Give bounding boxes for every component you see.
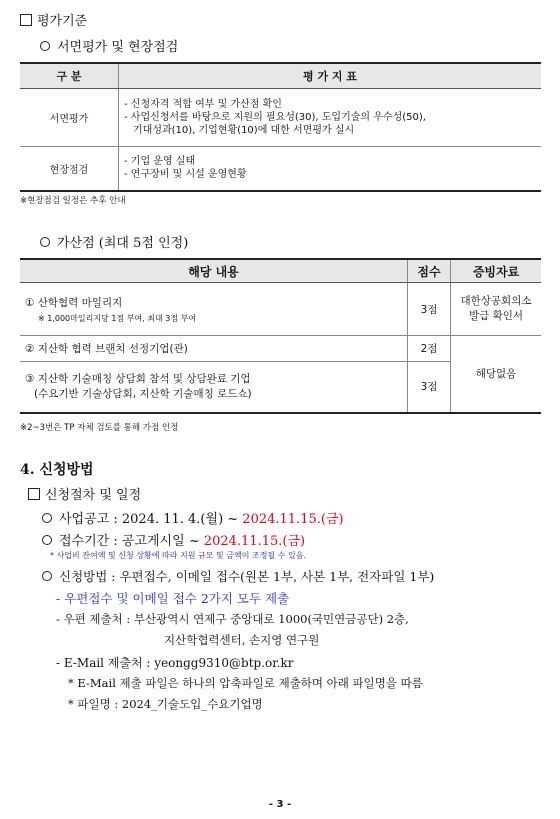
- criteria-heading: 평가기준: [20, 10, 87, 29]
- table-row: [20, 147, 541, 191]
- page-number: - 3 -: [268, 799, 292, 810]
- row-item: - 사업신청서를 바탕으로 지원의 필요성(30), 도입기술의 우수성(50),: [124, 112, 426, 123]
- section-title: 4. 신청방법: [20, 462, 94, 478]
- bonus-item: ③ 지산학 기술매칭 상담회 참석 및 상담완료 기업: [25, 372, 251, 385]
- receipt-line: 접수기간 : 공고게시일 ~ 2024.11.15.(금): [42, 530, 305, 549]
- criteria-col-category: 구 분: [20, 63, 119, 89]
- bonus-score: 3점: [408, 362, 451, 413]
- square-bullet-icon: [20, 14, 32, 26]
- email-note-filename: * 파일명 : 2024_기술도입_수요기업명: [68, 697, 263, 711]
- bonus-proof: 발급 확인서: [468, 310, 524, 322]
- square-bullet-icon: [28, 488, 40, 500]
- bonus-col-content: 해당 내용: [20, 259, 408, 283]
- bonus-item: ② 지산학 협력 브랜치 선정기업(관): [20, 336, 408, 362]
- section-sub-heading: 신청절차 및 일정: [28, 484, 141, 503]
- both-required-line: - 우편접수 및 이메일 접수 2가지 모두 제출: [56, 591, 290, 606]
- criteria-note: ※현장점검 일정은 추후 안내: [20, 196, 126, 206]
- table-row: [20, 89, 541, 147]
- circle-bullet-icon: [42, 571, 52, 581]
- receipt-end-date: 2024.11.15.(금): [203, 534, 306, 549]
- criteria-table: [20, 62, 541, 192]
- criteria-sub-heading: 서면평가 및 현장점검: [40, 36, 178, 55]
- post-address-line-2: 지산학협력센터, 손지영 연구원: [164, 633, 320, 647]
- bonus-heading: 가산점 (최대 5점 인정): [40, 232, 188, 251]
- email-note: * E-Mail 제출 파일은 하나의 압축파일로 제출하며 아래 파일명을 따름: [68, 676, 423, 690]
- bonus-proof: 대한상공회의소: [460, 295, 532, 307]
- receipt-note: * 사업비 잔여액 및 신청 상황에 따라 지원 규모 및 금액이 조정될 수 있음.: [50, 551, 306, 560]
- row-label: 현장점검: [20, 147, 119, 191]
- circle-bullet-icon: [40, 41, 50, 51]
- row-item: 기대성과(10), 기업현황(10)에 대한 서면평가 실시: [133, 125, 355, 136]
- bonus-score: 3점: [408, 283, 451, 336]
- email-line: - E-Mail 제출처 : yeongg9310@btp.or.kr: [56, 656, 294, 670]
- criteria-col-indicator: 평 가 지 표: [119, 63, 542, 89]
- bonus-col-proof: 증빙자료: [451, 259, 542, 283]
- announce-end-date: 2024.11.15.(금): [242, 512, 344, 527]
- circle-bullet-icon: [42, 535, 52, 545]
- bonus-shared-proof: 해당없음: [451, 336, 542, 413]
- table-row: [20, 283, 541, 336]
- table-row: [20, 336, 541, 362]
- row-item: - 기업 운영 실태: [124, 156, 196, 168]
- bonus-note: ※2~3번은 TP 자체 검토를 통해 가점 인정: [20, 423, 179, 433]
- bonus-col-score: 점수: [408, 259, 451, 283]
- bonus-item-sub: (수요기반 기술상담회, 지산학 기술매칭 로드쇼): [34, 387, 252, 400]
- bonus-table: [20, 258, 541, 414]
- bonus-item: ① 산학협력 마일리지: [25, 296, 123, 309]
- method-line: 신청방법 : 우편접수, 이메일 접수(원본 1부, 사본 1부, 전자파일 1부): [42, 567, 434, 585]
- circle-bullet-icon: [40, 237, 50, 247]
- announce-line: 사업공고 : 2024. 11. 4.(월) ~ 2024.11.15.(금): [42, 508, 344, 527]
- post-address-line: - 우편 제출처 : 부산광역시 연제구 중앙대로 1000(국민연금공단) 2층,: [56, 612, 409, 626]
- row-label: 서면평가: [20, 89, 119, 147]
- row-item: - 신청자격 적합 여부 및 가산점 확인: [124, 99, 282, 110]
- bonus-item-sub: ※ 1,000마일리지당 1점 부여, 최대 3점 부여: [38, 313, 197, 323]
- circle-bullet-icon: [42, 513, 52, 523]
- row-item: - 연구장비 및 시설 운영현황: [124, 169, 247, 181]
- bonus-score: 2점: [408, 336, 451, 362]
